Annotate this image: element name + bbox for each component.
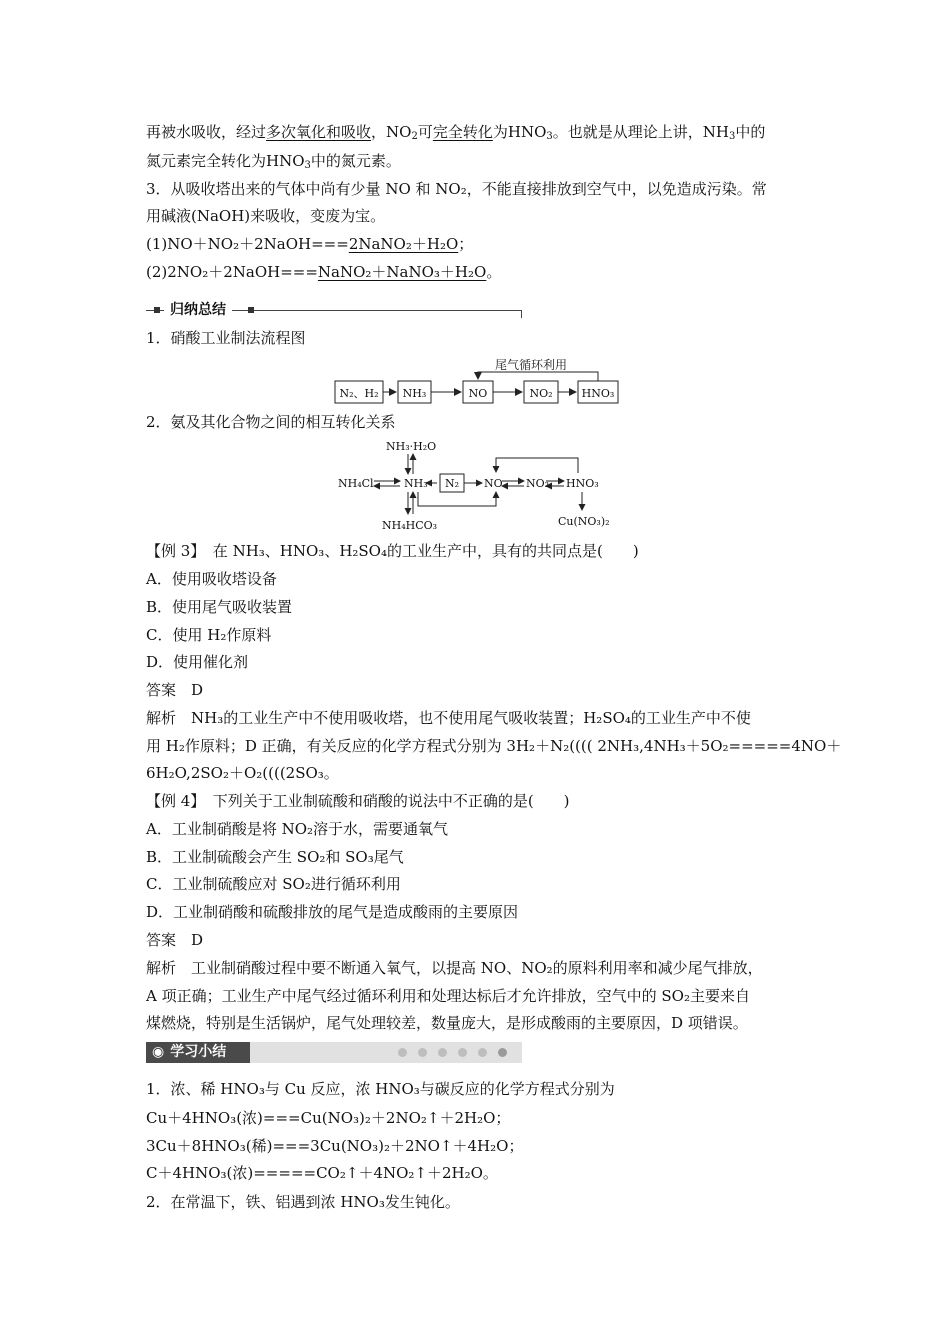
option-a: A．工业制硝酸是将 NO₂溶于水，需要通氧气 [146,820,449,838]
question-stem: 【例 3】 在 NH₃、HNO₃、H₂SO₄的工业生产中，具有的共同点是( ) [146,542,639,560]
summary-section-bar [146,1042,522,1063]
ammonia-relation-diagram [336,436,626,534]
node-nh3h2o: NH₃·H₂O [386,440,437,453]
summary-line: 2．在常温下，铁、铝遇到浓 HNO₃发生钝化。 [146,1193,460,1211]
explanation-line: 6H₂O,2SO₂＋O₂((((2SO₃。 [146,764,339,782]
explanation-line: 解析 NH₃的工业生产中不使用吸收塔，也不使用尾气吸收装置；H₂SO₄的工业生产中不使 [146,709,751,727]
node-no2: NO₂ [526,477,550,490]
node-n2: N₂ [444,477,460,490]
option-b: B．使用尾气吸收装置 [146,598,293,616]
equation-line: (1)NO＋NO₂＋2NaOH===2NaNO₂＋H₂O； [146,235,474,253]
node-nh4cl: NH₄Cl [338,477,374,490]
option-c: C．使用 H₂作原料 [146,626,272,644]
node-nh4hco3: NH₄HCO₃ [382,519,438,532]
flow-box-label: HNO₃ [581,387,615,400]
explanation-line: 煤燃烧，特别是生活锅炉，尾气处理较差，数量庞大，是形成酸雨的主要原因，D 项错误。 [146,1014,748,1032]
summary-equation: C＋4HNO₃(浓)=====CO₂↑＋4NO₂↑＋2H₂O。 [146,1164,498,1182]
summary-tag-label: 学习小结 [170,1044,227,1060]
summary-tag: ◉ 学习小结 [146,1042,250,1063]
node-cuno3: Cu(NO₃)₂ [558,515,610,528]
text-line: 3．从吸收塔出来的气体中尚有少量 NO 和 NO₂，不能直接排放到空气中，以免造成污染。常 [146,180,767,198]
answer: 答案 D [146,681,204,699]
text-line: 氮元素完全转化为$HNO_3$中的氮元素。 [146,152,401,171]
figure-caption: 1．硝酸工业制法流程图 [146,329,306,347]
option-b: B．工业制硫酸会产生 SO₂和 SO₃尾气 [146,848,404,866]
recycle-label: 尾气循环利用 [495,358,568,372]
node-hno3: HNO₃ [566,477,599,490]
flow-box-label: NO₂ [529,387,553,400]
node-no: NO [484,477,503,490]
option-d: D．使用催化剂 [146,653,249,671]
option-c: C．工业制硫酸应对 SO₂进行循环利用 [146,875,401,893]
flow-box-label: NH₃ [402,387,427,400]
equation-line: (2)2NO₂＋2NaOH===NaNO₂＋NaNO₃＋H₂O。 [146,263,502,281]
text-line: 再被水吸收，经过多次氧化和吸收，$NO_2$可完全转化为$HNO_3$。也就是从理论上讲，$NH_3$中的 [146,123,766,142]
section-header-label: 归纳总结 [164,300,232,320]
figure-caption: 2．氨及其化合物之间的相互转化关系 [146,413,396,431]
flow-box-label: N₂、H₂ [339,387,379,400]
question-stem: 【例 4】 下列关于工业制硫酸和硝酸的说法中不正确的是( ) [146,792,570,810]
summary-equation: Cu＋4HNO₃(浓)===Cu(NO₃)₂＋2NO₂↑＋2H₂O； [146,1109,511,1127]
option-d: D．工业制硝酸和硫酸排放的尾气是造成酸雨的主要原因 [146,903,519,921]
explanation-line: 解析 工业制硝酸过程中要不断通入氧气，以提高 NO、NO₂的原料利用率和减少尾气排放， [146,959,763,977]
node-nh3: NH₃ [404,477,428,490]
option-a: A．使用吸收塔设备 [146,570,277,588]
flow-box-label: NO [468,387,488,400]
nitric-acid-flow-diagram [330,356,626,408]
section-header [146,300,522,320]
explanation-line: 用 H₂作原料；D 正确，有关反应的化学方程式分别为 3H₂＋N₂(((( 2NH₃,4NH₃＋5O₂=====4NO＋ [146,737,842,755]
text-line: 用碱液(NaOH)来吸收，变废为宝。 [146,207,386,225]
answer: 答案 D [146,931,204,949]
summary-line: 1．浓、稀 HNO₃与 Cu 反应，浓 HNO₃与碳反应的化学方程式分别为 [146,1080,615,1098]
summary-equation: 3Cu＋8HNO₃(稀)===3Cu(NO₃)₂＋2NO↑＋4H₂O； [146,1137,524,1155]
explanation-line: A 项正确；工业生产中尾气经过循环利用和处理达标后才允许排放，空气中的 SO₂主要来自 [146,987,750,1005]
